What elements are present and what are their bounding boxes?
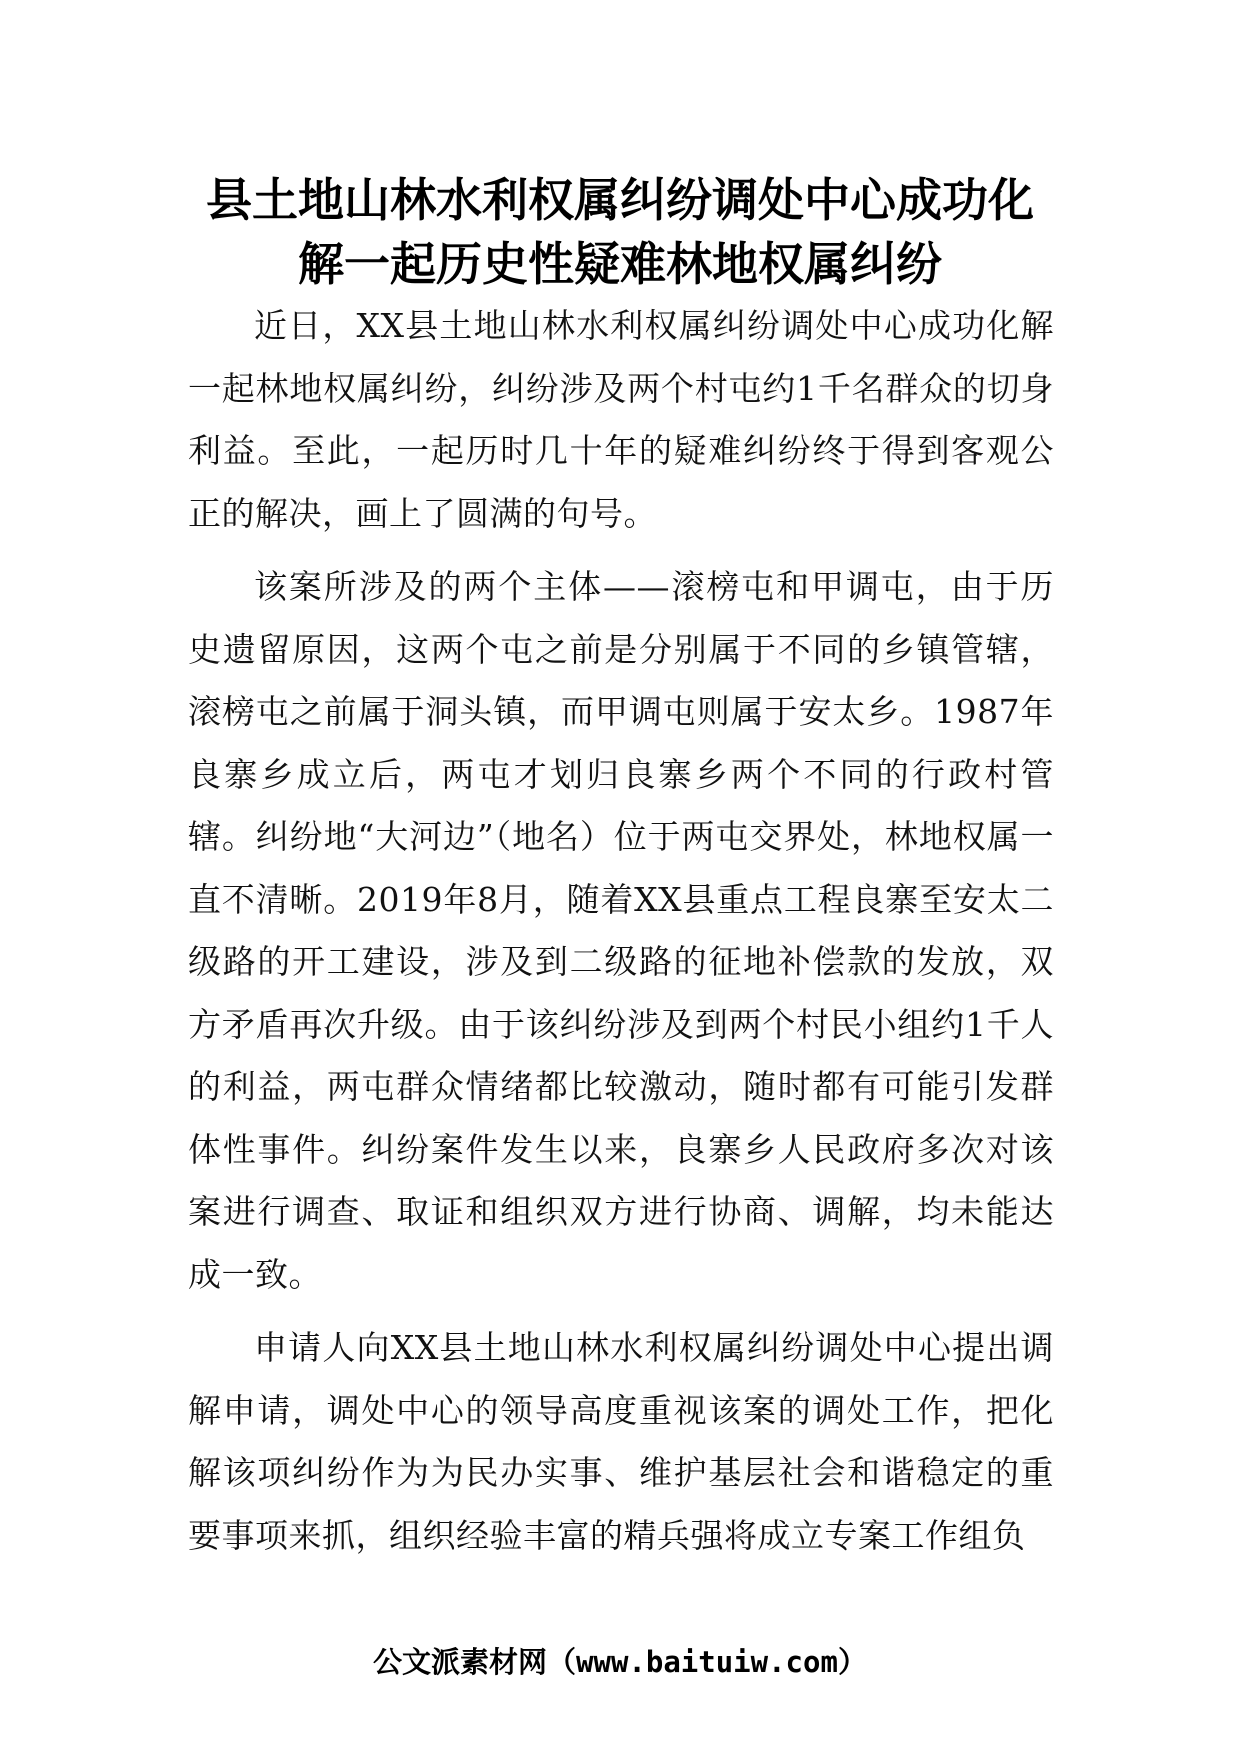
paragraph-2: 该案所涉及的两个主体——滚榜屯和甲调屯，由于历史遗留原因，这两个屯之前是分别属于不同的乡镇管辖，滚榜屯之前属于洞头镇，而甲调屯则属于安太乡。1987年良寨乡成立后，两屯才划归良寨乡两个不同的行政村管辖。纠纷地“大河边”（地名）位于两屯交界处，林地权属一直不清晰。2019年8月，随着XX县重点工程良寨至安太二级路的开工建设，涉及到二级路的征地补偿款的发放，双方矛盾再次升级。由于该纠纷涉及到两个村民小组约1千人的利益，两屯群众情绪都比较激动，随时都有可能引发群体性事件。纠纷案件发生以来，良寨乡人民政府多次对该案进行调查、取证和组织双方进行协商、调解，均未能达成一致。 — [188, 567, 1054, 1294]
footer-site-name: 公文派素材网 — [373, 1645, 548, 1679]
title-line-1: 县土地山林水利权属纠纷调处中心成功化 — [206, 173, 1034, 227]
paragraph-1: 近日，XX县土地山林水利权属纠纷调处中心成功化解一起林地权属纠纷，纠纷涉及两个村屯约1千名群众的切身利益。至此，一起历时几十年的疑难纠纷终于得到客观公正的解决，画上了圆满的句号。 — [188, 306, 1054, 533]
document-title — [150, 168, 1090, 296]
document-body — [188, 295, 1054, 1567]
paragraph-3: 申请人向XX县土地山林水利权属纠纷调处中心提出调解申请，调处中心的领导高度重视该案的调处工作，把化解该项纠纷作为为民办实事、维护基层社会和谐稳定的重要事项来抓，组织经验丰富的精兵强将成立专案工作组负 — [188, 1328, 1054, 1555]
page-footer — [0, 1640, 1240, 1681]
footer-url: （www.baituiw.com） — [547, 1645, 867, 1679]
title-line-2: 解一起历史性疑难林地权属纠纷 — [298, 237, 942, 291]
